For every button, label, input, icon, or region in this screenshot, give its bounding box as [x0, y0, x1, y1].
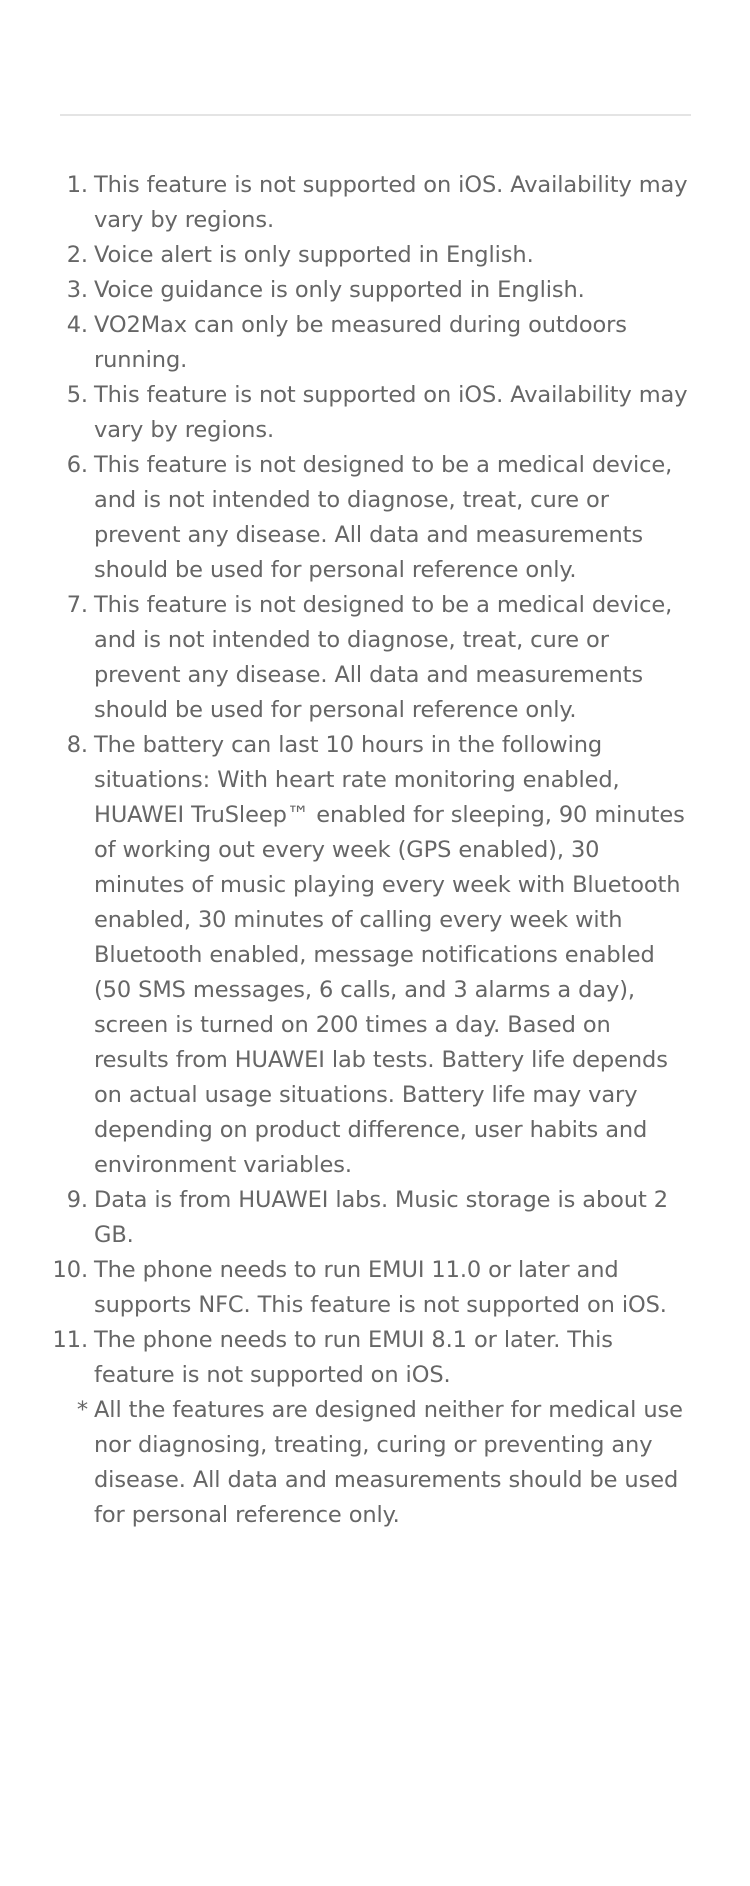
footnote-text: The phone needs to run EMUI 11.0 or later and supports NFC. This feature is not supported on iOS. [94, 1257, 667, 1318]
footnote-item [0, 308, 750, 378]
section-divider [60, 114, 691, 116]
footnote-item [0, 728, 750, 1183]
footnote-text: Voice alert is only supported in English. [94, 242, 534, 268]
footnote-item [0, 1323, 750, 1393]
footnote-marker: 10. [52, 1257, 88, 1283]
footnote-item [0, 1253, 750, 1323]
footnote-item [0, 448, 750, 588]
footnote-marker: 2. [66, 242, 88, 268]
footnote-text: This feature is not designed to be a medical device, and is not intended to diagnose, treat, cure or prevent any disease. All data and measurements should be used for personal reference only. [94, 592, 673, 723]
footnote-item [0, 168, 750, 238]
footnote-marker: 3. [66, 277, 88, 303]
footnote-item [0, 1393, 750, 1533]
footnote-text: VO2Max can only be measured during outdoors running. [94, 312, 627, 373]
footnote-item [0, 273, 750, 308]
footnote-text: The battery can last 10 hours in the following situations: With heart rate monitoring enabled, HUAWEI TruSleep™ enabled for sleeping, 90 minutes of working out every week (GPS enabled), 30 minutes of music playing every week with Bluetooth enabled, 30 minutes of calling every week with Bluetooth enabled, message notifications enabled (50 SMS messages, 6 calls, and 3 alarms a day), screen is turned on 200 times a day. Based on results from HUAWEI lab tests. Battery life depends on actual usage situations. Battery life may vary depending on product difference, user habits and environment variables. [94, 732, 685, 1178]
footnote-text: Data is from HUAWEI labs. Music storage is about 2 GB. [94, 1187, 668, 1248]
footnote-item [0, 238, 750, 273]
footnote-marker: 9. [66, 1187, 88, 1213]
footnote-text: This feature is not designed to be a medical device, and is not intended to diagnose, treat, cure or prevent any disease. All data and measurements should be used for personal reference only. [94, 452, 673, 583]
footnote-item [0, 588, 750, 728]
footnote-marker: 7. [66, 592, 88, 618]
footnote-marker: 8. [66, 732, 88, 758]
footnote-marker: 4. [66, 312, 88, 338]
footnote-text: Voice guidance is only supported in English. [94, 277, 585, 303]
footnote-item [0, 378, 750, 448]
footnote-marker: * [76, 1397, 88, 1423]
footnote-text: This feature is not supported on iOS. Availability may vary by regions. [94, 172, 688, 233]
footnote-item [0, 1183, 750, 1253]
footnotes-list [0, 168, 750, 1533]
footnote-marker: 1. [66, 172, 88, 198]
footnote-text: This feature is not supported on iOS. Availability may vary by regions. [94, 382, 688, 443]
footnote-marker: 5. [66, 382, 88, 408]
footnote-text: All the features are designed neither for medical use nor diagnosing, treating, curing or preventing any disease. All data and measurements should be used for personal reference only. [94, 1397, 683, 1528]
footnote-marker: 6. [66, 452, 88, 478]
footnote-text: The phone needs to run EMUI 8.1 or later. This feature is not supported on iOS. [94, 1327, 613, 1388]
footnote-marker: 11. [52, 1327, 88, 1353]
